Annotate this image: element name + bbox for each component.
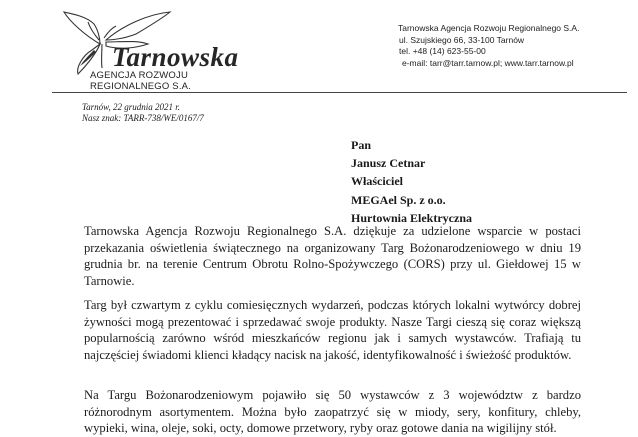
- logo-subtitle: AGENCJA ROZWOJU REGIONALNEGO S.A.: [90, 70, 192, 92]
- body-paragraph-2: Targ był czwartym z cyklu comiesięcznych wydarzeń, podczas których lokalni wytwórcy dobrej żywności mogą prezentować i sprzedawać swoje produkty. Nasze Targi cieszą się coraz większą popularnością zarówno wśród mieszkańców regionu jak i samych wystawców. Trafiają tu najczęściej świadomi klienci kładący nacisk na jakość, identyfikowalność i świeżość produktów.: [84, 298, 581, 362]
- logo-name: Tarnowska: [112, 42, 239, 72]
- sender-contact: e-mail: tarr@tarr.tarnow.pl; www.tarr.tarnow.pl: [402, 57, 574, 68]
- recipient-company: MEGAel Sp. z o.o.: [351, 192, 446, 207]
- recipient-salutation: Pan: [351, 138, 372, 152]
- recipient-name: Janusz Cetnar: [351, 156, 426, 171]
- body-paragraph-3: Na Targu Bożonarodzeniowym pojawiło się 50 wystawców z 3 województw z bardzo różnorodnym asortymentem. Można było zaopatrzyć się w miody, sery, konfitury, chleby, wypieki, wina, oleje, soki, octy, domowe przetwory, ryby oraz gotowe dania na wigilijny stół.: [84, 388, 581, 435]
- sender-phone: tel. +48 (14) 623-55-00: [399, 46, 486, 56]
- body-paragraph-1: Tarnowska Agencja Rozwoju Regionalnego S.A. dziękuje za udzielone wsparcie w postaci przekazania oświetlenia świątecznego na organizowany Targ Bożonarodzeniowego w dniu 19 grudnia br. na terenie Centrum Obrotu Rolno-Spożywczego (CORS) przy ul. Giełdowej 15 w Tarnowie.: [84, 224, 581, 288]
- sender-org: Tarnowska Agencja Rozwoju Regionalnego S.A.: [398, 23, 580, 33]
- letter-meta: [82, 102, 204, 124]
- header-divider: [52, 92, 627, 93]
- recipient-business: Hurtownia Elektryczna: [351, 210, 472, 225]
- sender-street: ul. Szujskiego 66, 33-100 Tarnów: [399, 34, 525, 45]
- reference-number: Nasz znak: TARR-738/WE/0167/7: [82, 113, 204, 123]
- logo: [56, 10, 266, 90]
- recipient-title: Właściciel: [351, 174, 403, 189]
- sender-address: [398, 23, 579, 69]
- letter-date: Tarnów, 22 grudnia 2021 r.: [82, 102, 181, 112]
- recipient-block: [351, 136, 472, 227]
